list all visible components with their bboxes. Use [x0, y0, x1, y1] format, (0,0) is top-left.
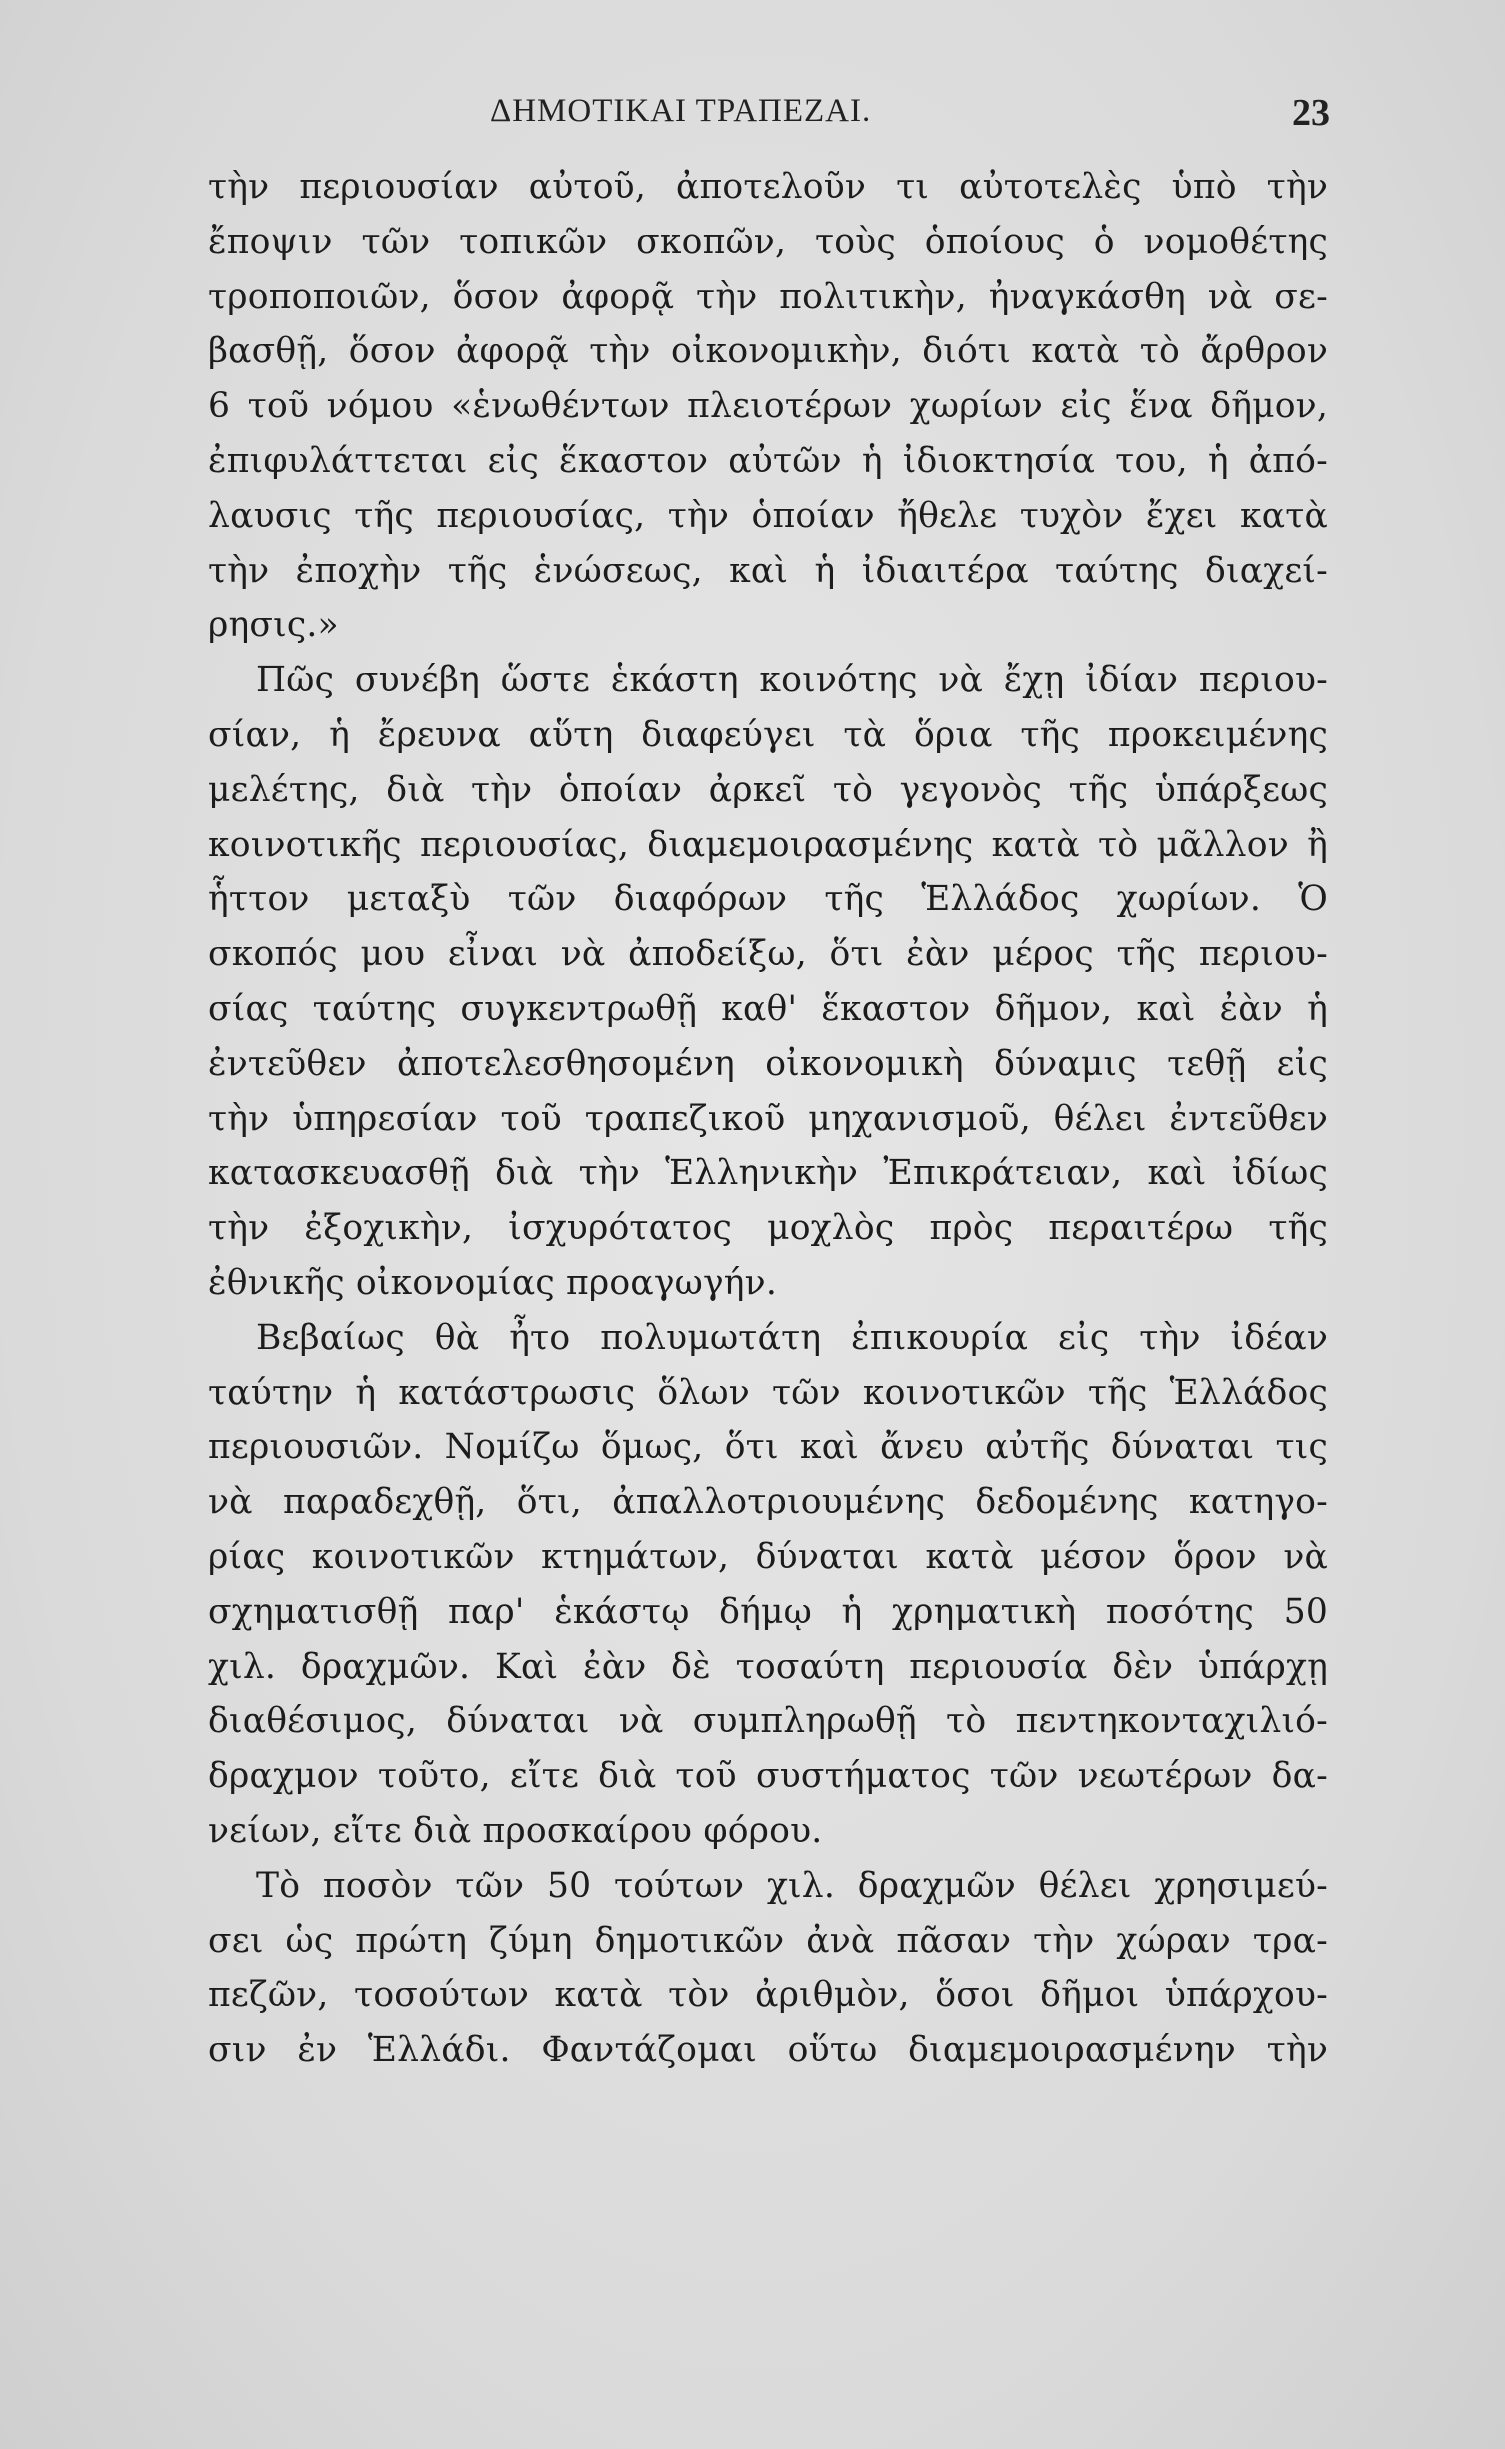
paragraph-start-line: Βεβαίως θὰ ἦτο πολυμωτάτη ἐπικουρία εἰς τὴν ἰδέαν	[256, 1317, 1328, 1358]
text-line: μελέτης, διὰ τὴν ὁποίαν ἀρκεῖ τὸ γεγονὸς τῆς ὑπάρξεως	[208, 769, 1328, 810]
text-line: σίας ταύτης συγκεντρωθῇ καθ' ἕκαστον δῆμον, καὶ ἐὰν ἡ	[208, 988, 1328, 1029]
page-number: 23	[1292, 92, 1330, 134]
text-line: σκοπός μου εἶναι νὰ ἀποδείξω, ὅτι ἐὰν μέρος τῆς περιου-	[208, 934, 1328, 975]
text-line: ἧττον μεταξὺ τῶν διαφόρων τῆς Ἑλλάδος χωρίων. Ὁ	[208, 879, 1328, 920]
body-text	[208, 160, 1328, 2078]
text-line: χιλ. δραχμῶν. Καὶ ἐὰν δὲ τοσαύτη περιουσία δὲν ὑπάρχῃ	[208, 1646, 1328, 1687]
text-line: σχηματισθῇ παρ' ἑκάστῳ δήμῳ ἡ χρηματικὴ ποσότης 50	[208, 1591, 1328, 1632]
text-line: 6 τοῦ νόμου «ἑνωθέντων πλειοτέρων χωρίων εἰς ἕνα δῆμον,	[208, 386, 1328, 427]
text-line: ἐθνικῆς οἰκονομίας προαγωγήν.	[208, 1262, 778, 1303]
text-line: σει ὡς πρώτη ζύμη δημοτικῶν ἀνὰ πᾶσαν τὴν χώραν τρα-	[208, 1920, 1328, 1961]
text-line: τὴν ἐξοχικὴν, ἰσχυρότατος μοχλὸς πρὸς περαιτέρω τῆς	[208, 1208, 1328, 1249]
text-line: νείων, εἴτε διὰ προσκαίρου φόρου.	[208, 1810, 823, 1851]
text-line: τὴν ὑπηρεσίαν τοῦ τραπεζικοῦ μηχανισμοῦ, θέλει ἐντεῦθεν	[208, 1098, 1328, 1139]
text-line: τὴν περιουσίαν αὐτοῦ, ἀποτελοῦν τι αὐτοτελὲς ὑπὸ τὴν	[208, 167, 1328, 207]
running-title: ΔΗΜΟΤΙΚΑΙ ΤΡΑΠΕΖΑΙ.	[490, 93, 872, 129]
text-line: σιν ἐν Ἑλλάδι. Φαντάζομαι οὕτω διαμεμοιρασμένην τὴν	[208, 2030, 1328, 2071]
text-line: διαθέσιμος, δύναται νὰ συμπληρωθῇ τὸ πεντηκονταχιλιό-	[208, 1701, 1328, 1742]
text-line: τροποποιῶν, ὅσον ἀφορᾷ τὴν πολιτικὴν, ἠναγκάσθη νὰ σε-	[208, 276, 1328, 317]
text-line: σίαν, ἡ ἔρευνα αὕτη διαφεύγει τὰ ὅρια τῆς προκειμένης	[208, 714, 1328, 755]
paragraph-start-line: Τὸ ποσὸν τῶν 50 τούτων χιλ. δραχμῶν θέλει χρησιμεύ-	[256, 1865, 1328, 1906]
text-line: τὴν ἐποχὴν τῆς ἑνώσεως, καὶ ἡ ἰδιαιτέρα ταύτης διαχεί-	[208, 550, 1328, 591]
text-line: ἐπιφυλάττεται εἰς ἕκαστον αὐτῶν ἡ ἰδιοκτησία του, ἡ ἀπό-	[208, 440, 1328, 481]
text-line: πεζῶν, τοσούτων κατὰ τὸν ἀριθμὸν, ὅσοι δῆμοι ὑπάρχου-	[208, 1975, 1328, 2016]
text-line: ἐντεῦθεν ἀποτελεσθησομένη οἰκονομικὴ δύναμις τεθῇ εἰς	[208, 1043, 1328, 1084]
text-line: δραχμον τοῦτο, εἴτε διὰ τοῦ συστήματος τῶν νεωτέρων δα-	[208, 1756, 1328, 1797]
text-line: νὰ παραδεχθῇ, ὅτι, ἀπαλλοτριουμένης δεδομένης κατηγο-	[208, 1482, 1328, 1523]
text-line: λαυσις τῆς περιουσίας, τὴν ὁποίαν ἤθελε τυχὸν ἔχει κατὰ	[208, 495, 1328, 536]
text-line: ρησις.»	[208, 605, 339, 646]
text-line: βασθῇ, ὅσον ἀφορᾷ τὴν οἰκονομικὴν, διότι κατὰ τὸ ἄρθρον	[208, 331, 1328, 372]
text-line: ρίας κοινοτικῶν κτημάτων, δύναται κατὰ μέσον ὅρον νὰ	[208, 1536, 1328, 1577]
text-line: περιουσιῶν. Νομίζω ὅμως, ὅτι καὶ ἄνευ αὐτῆς δύναται τις	[208, 1427, 1328, 1468]
paragraph-start-line: Πῶς συνέβη ὥστε ἑκάστη κοινότης νὰ ἔχῃ ἰδίαν περιου-	[256, 660, 1328, 701]
page-header	[200, 93, 1340, 143]
text-line: ἔποψιν τῶν τοπικῶν σκοπῶν, τοὺς ὁποίους ὁ νομοθέτης	[208, 221, 1328, 262]
text-line: κατασκευασθῇ διὰ τὴν Ἑλληνικὴν Ἐπικράτειαν, καὶ ἰδίως	[208, 1153, 1328, 1194]
text-line: κοινοτικῆς περιουσίας, διαμεμοιρασμένης κατὰ τὸ μᾶλλον ἢ	[208, 824, 1328, 865]
text-line: ταύτην ἡ κατάστρωσις ὅλων τῶν κοινοτικῶν τῆς Ἑλλάδος	[208, 1372, 1328, 1413]
